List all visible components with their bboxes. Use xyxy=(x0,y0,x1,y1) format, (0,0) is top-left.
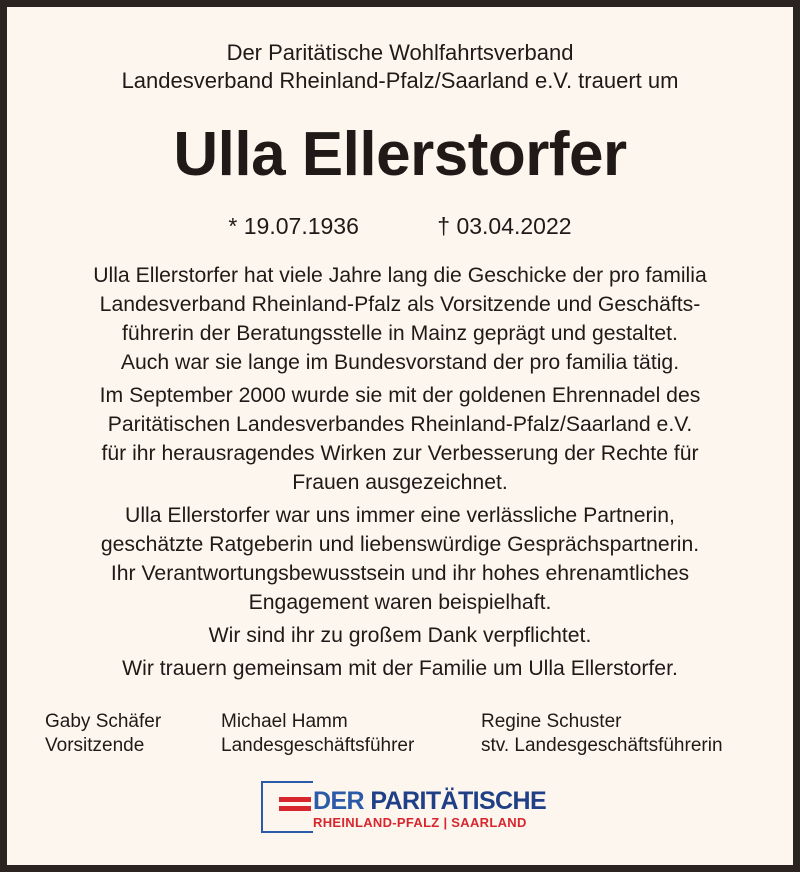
logo-title-bold: PARITÄTISCHE xyxy=(370,787,547,815)
deceased-name: Ulla Ellerstorfer xyxy=(173,120,627,189)
signer-name: Michael Hamm xyxy=(221,711,348,732)
tribute-paragraph xyxy=(7,621,793,650)
tribute-text xyxy=(7,261,793,687)
tribute-paragraph xyxy=(7,261,793,377)
tribute-line: Paritätischen Landesverbandes Rheinland-Pfalz/Saarland e.V. xyxy=(107,413,693,436)
tribute-line: Ulla Ellerstorfer war uns immer eine verlässliche Partnerin, xyxy=(125,504,675,527)
life-dates xyxy=(7,211,793,241)
signer-2 xyxy=(221,710,414,758)
tribute-line: Ulla Ellerstorfer hat viele Jahre lang die Geschicke der pro familia xyxy=(93,264,707,287)
intro-line-2: Landesverband Rheinland-Pfalz/Saarland e.V. trauert um xyxy=(121,68,679,93)
intro-line-1: Der Paritätische Wohlfahrtsverband xyxy=(226,40,574,65)
birth-date: * 19.07.1936 xyxy=(228,213,359,239)
tribute-line: Wir trauern gemeinsam mit der Familie um Ulla Ellerstorfer. xyxy=(122,657,678,680)
signer-3 xyxy=(481,710,723,758)
tribute-paragraph xyxy=(7,501,793,617)
signer-role: Vorsitzende xyxy=(45,735,145,756)
tribute-line: Frauen ausgezeichnet. xyxy=(292,471,508,494)
tribute-paragraph xyxy=(7,381,793,497)
obituary-notice xyxy=(7,7,793,865)
tribute-line: Auch war sie lange im Bundesvorstand der pro familia tätig. xyxy=(120,351,680,374)
signer-role: stv. Landesgeschäftsführerin xyxy=(481,735,723,756)
signer-role: Landesgeschäftsführer xyxy=(221,735,415,756)
logo-title xyxy=(313,787,546,815)
logo-bar-icon xyxy=(279,806,311,811)
tribute-line: Landesverband Rheinland-Pfalz als Vorsitzende und Geschäfts- xyxy=(99,293,701,316)
tribute-line: geschätzte Ratgeberin und liebenswürdige Gesprächspartnerin. xyxy=(100,533,700,556)
logo-bar-icon xyxy=(279,797,311,802)
tribute-line: Im September 2000 wurde sie mit der goldenen Ehrennadel des xyxy=(99,384,701,407)
signer-1 xyxy=(45,710,161,758)
death-date: † 03.04.2022 xyxy=(437,213,572,239)
intro-text xyxy=(7,39,793,95)
tribute-line: Ihr Verantwortungsbewusstsein und ihr hohes ehrenamtliches xyxy=(110,562,690,585)
tribute-line: führerin der Beratungsstelle in Mainz geprägt und gestaltet. xyxy=(122,322,678,345)
logo-subtitle: RHEINLAND-PFALZ | SAARLAND xyxy=(313,815,527,830)
logo-title-prefix: DER xyxy=(313,787,371,815)
tribute-line: für ihr herausragendes Wirken zur Verbesserung der Rechte für xyxy=(101,442,699,465)
tribute-paragraph xyxy=(7,654,793,683)
signer-name: Regine Schuster xyxy=(481,711,622,732)
paritaetische-logo xyxy=(261,781,551,835)
signer-name: Gaby Schäfer xyxy=(45,711,162,732)
tribute-line: Wir sind ihr zu großem Dank verpflichtet. xyxy=(208,624,592,647)
logo-frame-icon xyxy=(261,781,313,833)
tribute-line: Engagement waren beispielhaft. xyxy=(248,591,552,614)
